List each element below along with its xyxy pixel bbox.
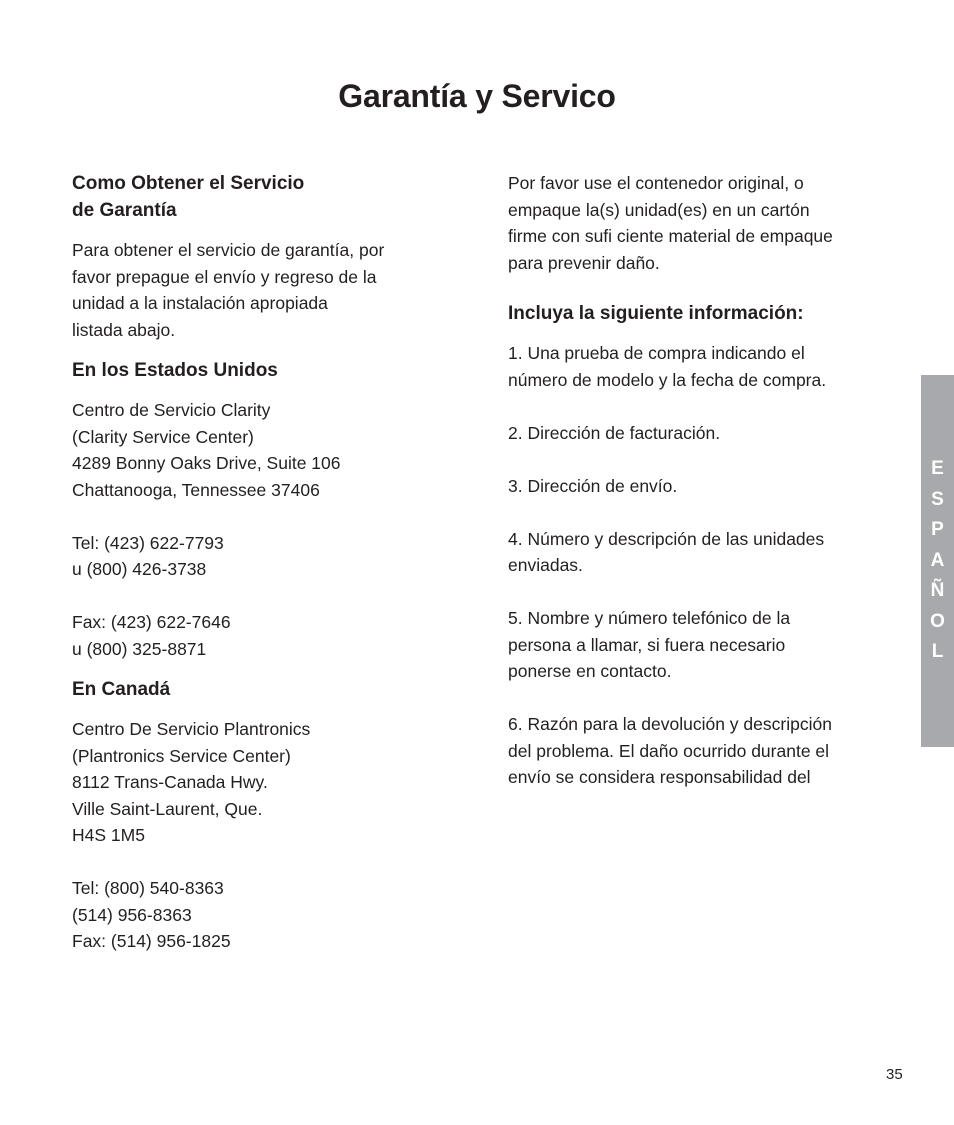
text-line: Centro de Servicio Clarity — [72, 400, 271, 420]
usa-heading: En los Estados Unidos — [72, 360, 278, 381]
usa-fax: u (800) 325-8871 — [72, 638, 207, 659]
blank-line — [72, 583, 432, 610]
canada-contact: Fax: (514) 956-1825 — [72, 931, 231, 951]
blank-line — [508, 446, 878, 473]
blank-line — [72, 503, 432, 530]
side-tab-letter: A — [930, 549, 945, 571]
text-line: Para obtener el servicio de garantía, por — [72, 240, 385, 260]
page-title: Garantía y Servico — [338, 78, 616, 114]
text-line: 2. Dirección de facturación. — [508, 422, 721, 443]
text-line: empaque la(s) unidad(es) en un cartón — [508, 199, 810, 220]
text-line: listada abajo. — [72, 319, 176, 340]
list-item — [508, 340, 878, 393]
text-line: (Plantronics Service Center) — [72, 745, 291, 766]
text-line: H4S 1M5 — [72, 825, 145, 845]
usa-address — [72, 397, 432, 662]
blank-line — [72, 849, 432, 876]
side-tab-letter: E — [931, 458, 944, 480]
usa-phone: u (800) 426-3738 — [72, 559, 207, 579]
blank-line — [508, 499, 878, 526]
heading-line: de Garantía — [72, 200, 177, 221]
side-tab-letter: P — [931, 519, 944, 541]
text-line: persona a llamar, si fuera necesario — [508, 634, 786, 655]
blank-line — [508, 685, 878, 712]
text-line: Por favor use el contenedor original, o — [508, 173, 804, 193]
text-line: (Clarity Service Center) — [72, 426, 254, 447]
blank-line — [508, 393, 878, 420]
usa-fax: Fax: (423) 622-7646 — [72, 612, 231, 632]
blank-line — [508, 579, 878, 606]
list-item — [508, 420, 878, 447]
side-tab-letter: Ñ — [930, 580, 945, 602]
canada-contact: (514) 956-8363 — [72, 904, 192, 925]
side-tab-letter: S — [931, 488, 944, 510]
info-list — [508, 340, 878, 791]
text-line: 8112 Trans-Canada Hwy. — [72, 772, 268, 792]
text-line: 1. Una prueba de compra indicando el — [508, 343, 805, 363]
text-line: del problema. El daño ocurrido durante el — [508, 740, 830, 761]
text-line: firme con sufi ciente material de empaque — [508, 226, 833, 246]
text-line: envío se considera responsabilidad del — [508, 767, 811, 787]
text-line: 5. Nombre y número telefónico de la — [508, 608, 791, 628]
text-line: Centro De Servicio Plantronics — [72, 719, 311, 739]
warranty-service-heading — [72, 170, 432, 224]
text-line: 4289 Bonny Oaks Drive, Suite 106 — [72, 453, 341, 473]
text-line: Chattanooga, Tennessee 37406 — [72, 479, 320, 500]
text-line: ponerse en contacto. — [508, 661, 672, 681]
text-line: 6. Razón para la devolución y descripción — [508, 714, 832, 734]
canada-contact: Tel: (800) 540-8363 — [72, 878, 224, 898]
usa-phone: Tel: (423) 622-7793 — [72, 532, 224, 553]
canada-heading: En Canadá — [72, 679, 171, 700]
text-line: 3. Dirección de envío. — [508, 475, 678, 496]
text-line: 4. Número y descripción de las unidades — [508, 528, 825, 549]
heading-line: Como Obtener el Servicio — [72, 173, 305, 194]
text-line: para prevenir daño. — [508, 252, 660, 273]
list-item — [508, 711, 878, 791]
text-line: Ville Saint-Laurent, Que. — [72, 798, 263, 819]
canada-address — [72, 716, 432, 955]
list-item — [508, 605, 878, 685]
side-tab-letter: L — [931, 641, 944, 663]
list-item — [508, 473, 878, 500]
warranty-service-body — [72, 237, 432, 343]
text-line: unidad a la instalación apropiada — [72, 293, 328, 313]
text-line: favor prepague el envío y regreso de la — [72, 266, 377, 287]
side-tab-letter: O — [930, 610, 945, 632]
page-number: 35 — [886, 1066, 903, 1083]
left-column — [72, 170, 432, 955]
text-line: enviadas. — [508, 555, 583, 575]
include-info-heading: Incluya la siguiente información: — [508, 303, 804, 324]
packaging-instructions — [508, 170, 878, 276]
text-line: número de modelo y la fecha de compra. — [508, 369, 827, 390]
language-side-tab — [921, 375, 954, 747]
list-item — [508, 526, 878, 579]
right-column — [508, 170, 878, 791]
